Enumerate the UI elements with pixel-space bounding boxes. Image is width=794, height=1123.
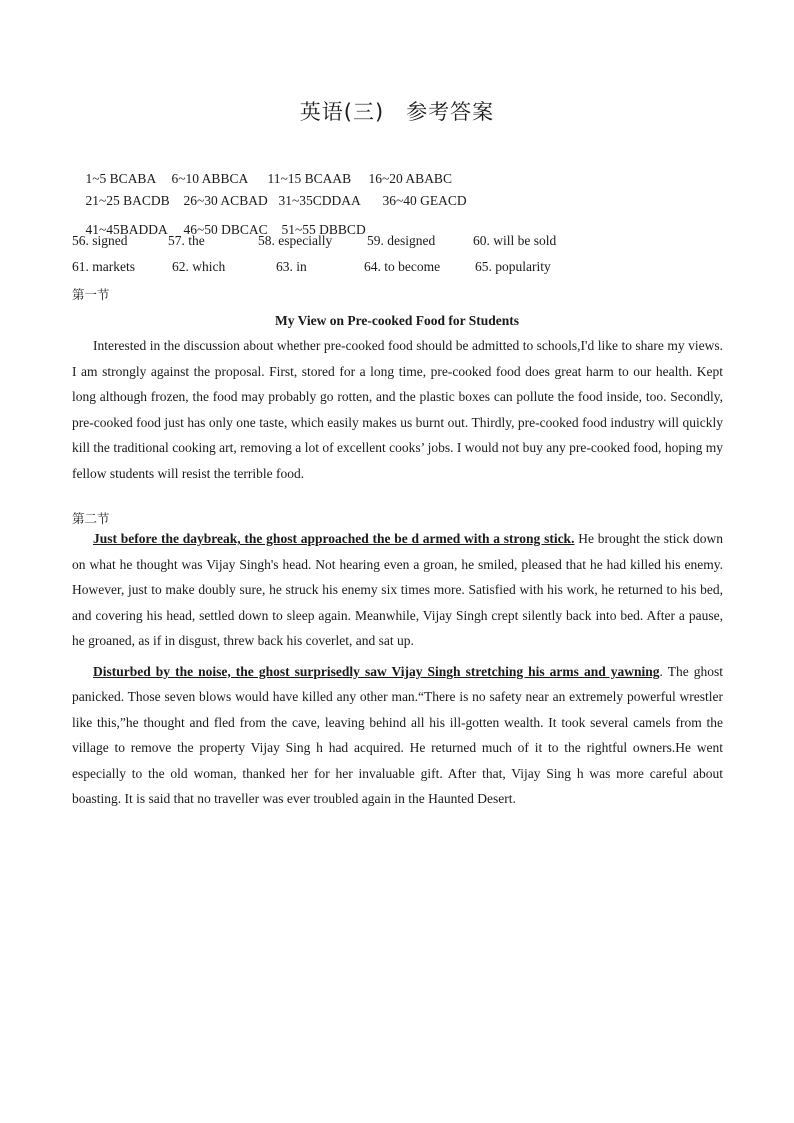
fill-answer: 64. to become [364, 259, 441, 274]
fill-answer: 65. popularity [475, 259, 551, 274]
essay-body [72, 333, 723, 486]
fill-answer: 59. designed [367, 233, 436, 248]
paragraph-1-text: He brought the stick down on what he thought was Vijay Singh's head. Not hearing even a groan, he smiled, pleased that he had killed his enemy. However, just to make doubly sure, he struck his enemy six times more. Satisfied with his work, he returned to his bed, and covering his head, settled down to sleep again. Meanwhile, Vijay Singh crept silently back into bed. After a pause, he groaned, as if in disgust, threw back his coverlet, and sat up. [72, 531, 723, 648]
page-title [0, 96, 794, 126]
fill-answer: 62. which [172, 259, 226, 274]
fill-answer: 63. in [276, 259, 307, 274]
essay-paragraph: Interested in the discussion about whether pre-cooked food should be admitted to schools,I'd like to share my views. I am strongly against the proposal. First, stored for a long time, pre-cooked food does great harm to our health. Kept long although frozen, the food may probably go rotten, and the plastic boxes can pollute the food inside, too. Secondly, pre-cooked food just has only one taste, which easily makes us burnt out. Thirdly, pre-cooked food industry will quickly kill the traditional cooking art, removing a lot of excellent cooks’ jobs. I would not buy any pre-cooked food, hoping my fellow students will resist the terrible food. [72, 338, 723, 481]
paragraph-2-lead-sentence: Disturbed by the noise, the ghost surprisedly saw Vijay Singh stretching his arms and yawning [93, 663, 660, 679]
answer-group: 11~15 BCAAB [267, 171, 352, 186]
title-subject: 英语(三) [299, 100, 385, 124]
title-answers: 参考答案 [406, 100, 495, 124]
paragraph-1-lead-sentence: Just before the daybreak, the ghost approached the be d armed with a strong stick. [93, 531, 575, 546]
section-2-label: 第二节 [72, 511, 110, 526]
answer-group: 36~40 GEACD [382, 193, 467, 208]
continuation-body [72, 526, 723, 812]
fill-answer: 61. markets [72, 259, 135, 274]
answer-group: 31~35CDDAA [278, 193, 361, 208]
essay-title: My View on Pre-cooked Food for Students [275, 313, 519, 328]
answer-group: 1~5 BCABA [85, 171, 157, 186]
answer-group: 41~45BADDA [85, 222, 168, 237]
answer-group: 26~30 ACBAD [183, 193, 268, 208]
continuation-paragraph-2 [72, 659, 723, 812]
answer-group: 6~10 ABBCA [171, 171, 249, 186]
answer-group: 46~50 DBCAC [183, 222, 268, 237]
continuation-paragraph-1 [72, 526, 723, 654]
answer-group: 16~20 ABABC [368, 171, 452, 186]
fill-answer: 56. signed [72, 233, 128, 248]
fill-answer: 57. the [168, 233, 205, 248]
answer-group: 21~25 BACDB [85, 193, 170, 208]
answer-group: 51~55 DBBCD [281, 222, 366, 237]
fill-answer: 58. especially [258, 233, 333, 248]
section-1-label: 第一节 [72, 287, 110, 302]
paragraph-2-text: . The ghost panicked. Those seven blows would have killed any other man.“There is no safety near an extremely powerful wrestler like this,”he thought and fled from the cave, leaving behind all his ill-gotten wealth. It took several camels from the village to remove the property Vijay Sing h had acquired. He returned much of it to the rightful owners.He went especially to the old woman, thanked her for her invaluable gift. After that, Vijay Sing h was more careful about boasting. It is said that no traveller was ever troubled again in the Haunted Desert. [72, 663, 724, 806]
fill-answer: 60. will be sold [473, 233, 557, 248]
